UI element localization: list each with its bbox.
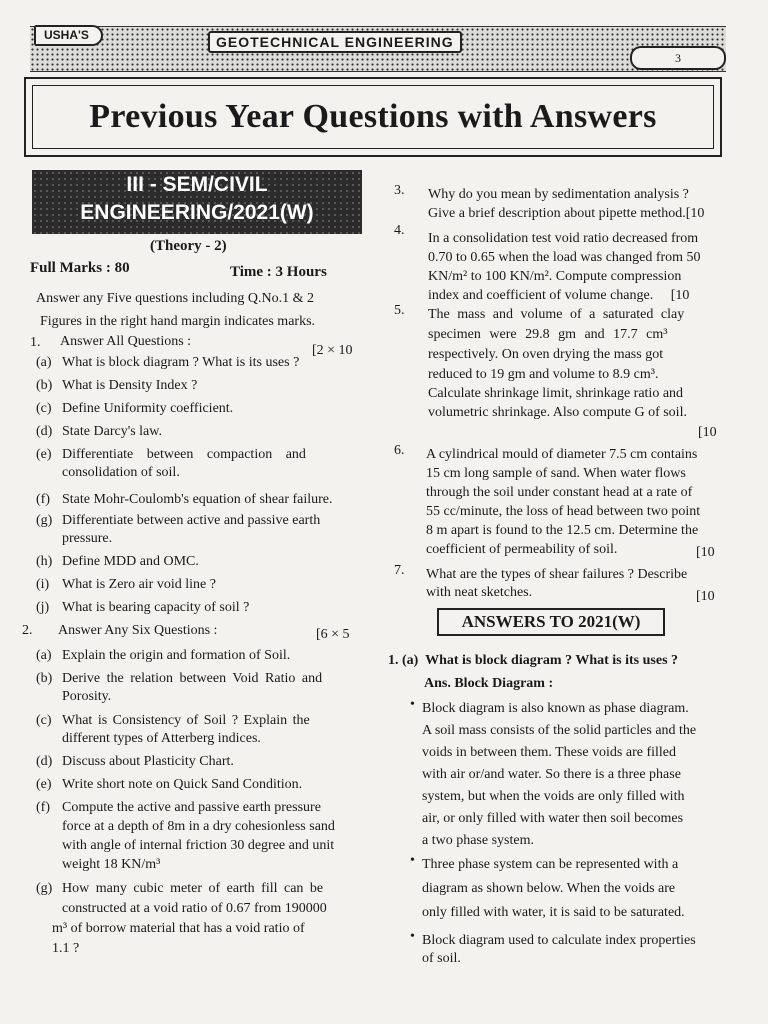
q1-part-text: What is Density Index ? [62, 378, 198, 393]
semester-banner [32, 170, 362, 234]
q2-part-text: Write short note on Quick Sand Condition. [62, 777, 303, 792]
q1-part-text: pressure. [62, 531, 113, 546]
q2-part-text: weight 18 KN/m³ [62, 857, 161, 872]
question-number: 4. [394, 223, 405, 238]
subject-title: GEOTECHNICAL ENGINEERING [208, 31, 462, 53]
title-inner-frame [32, 85, 714, 149]
q1-part-label: (i) [36, 577, 50, 592]
q1-part-text: Define MDD and OMC. [62, 554, 199, 569]
question-line: 55 cc/minute, the loss of head between two point [426, 504, 701, 519]
q2-part-text: constructed at a void ratio of 0.67 from 190000 [62, 901, 327, 916]
answer-text: of soil. [422, 951, 461, 966]
question-number: 7. [394, 563, 405, 578]
q1-part-text: consolidation of soil. [62, 465, 180, 480]
q2-part-label: (c) [36, 713, 52, 728]
answer-text: Block diagram used to calculate index properties [422, 933, 696, 948]
q1-part-label: (a) [36, 355, 52, 370]
instruction-line-2: Figures in the right hand margin indicates marks. [40, 314, 316, 329]
q1-part-text: Differentiate between compaction and [62, 447, 306, 462]
q1-part-label: (h) [36, 554, 53, 569]
question-line: What are the types of shear failures ? Describe [426, 567, 688, 582]
q1-part-text: What is Zero air void line ? [62, 577, 216, 592]
question-number: 3. [394, 183, 405, 198]
q2-part-label: (e) [36, 777, 52, 792]
q2-part-label: (g) [36, 881, 53, 896]
answer-text: Three phase system can be represented with a [422, 857, 679, 872]
answer-text: Block diagram is also known as phase diagram. [422, 701, 689, 716]
q1-part-text: State Mohr-Coulomb's equation of shear failure. [62, 492, 333, 507]
answer-text: voids in between them. These voids are filled [422, 745, 677, 760]
answer-label: Ans. Block Diagram : [424, 676, 554, 691]
q2-part-text: Explain the origin and formation of Soil. [62, 648, 291, 663]
question-number: 5. [394, 303, 405, 318]
question-number: 6. [394, 443, 405, 458]
instruction-line-1: Answer any Five questions including Q.No.1 & 2 [36, 291, 315, 306]
page-number: 3 [630, 46, 726, 70]
question-line: specimen were 29.8 gm and 17.7 cm³ [428, 327, 668, 342]
q2-part-label: (f) [36, 800, 50, 815]
publisher-brand: USHA'S [34, 25, 103, 46]
q2-part-text: different types of Atterberg indices. [62, 731, 261, 746]
q2-part-text: Discuss about Plasticity Chart. [62, 754, 234, 769]
question-line: Why do you mean by sedimentation analysis ? [428, 187, 689, 202]
q1-title: Answer All Questions : [60, 334, 192, 349]
question-marks: [10 [696, 545, 715, 560]
q1-part-text: What is block diagram ? What is its uses ? [62, 355, 300, 370]
answer-text: A soil mass consists of the solid particles and the [422, 723, 697, 738]
q2-part-text: force at a depth of 8m in a dry cohesionless sand [62, 819, 335, 834]
question-line: through the soil under constant head at a rate of [426, 485, 693, 500]
q2-part-text: with angle of internal friction 30 degree and unit [62, 838, 335, 853]
exam-time: Time : 3 Hours [230, 264, 327, 280]
q2-part-text: Derive the relation between Void Ratio and [62, 671, 323, 686]
q2-part-text: Porosity. [62, 689, 112, 704]
question-line: In a consolidation test void ratio decreased from [428, 231, 699, 246]
question-line: 15 cm long sample of sand. When water flows [426, 466, 686, 481]
question-line: volumetric shrinkage. Also compute G of soil. [428, 405, 687, 420]
q1-part-label: (b) [36, 378, 53, 393]
bullet-icon: • [410, 929, 415, 944]
answer-text: air, or only filled with water then soil becomes [422, 811, 684, 826]
answer-text: system, but when the voids are only filled with [422, 789, 685, 804]
title-frame [24, 77, 722, 157]
q1-part-label: (f) [36, 492, 50, 507]
q2-title: Answer Any Six Questions : [58, 623, 218, 638]
full-marks: Full Marks : 80 [30, 260, 130, 276]
answers-heading: ANSWERS TO 2021(W) [437, 608, 665, 636]
q1-part-label: (c) [36, 401, 52, 416]
q2-number: 2. [22, 623, 33, 638]
question-line: respectively. On oven drying the mass got [428, 347, 664, 362]
answer-text: a two phase system. [422, 833, 534, 848]
bullet-icon: • [410, 697, 415, 712]
q2-part-label: (d) [36, 754, 53, 769]
question-marks: [10 [698, 425, 717, 440]
q1-part-text: What is bearing capacity of soil ? [62, 600, 250, 615]
paper-label: (Theory - 2) [150, 238, 227, 254]
answer-question: 1. (a) What is block diagram ? What is its uses ? [388, 653, 679, 668]
q1-number: 1. [30, 335, 41, 350]
q1-marks: [2 × 10 [312, 343, 353, 358]
q2-part-text: What is Consistency of Soil ? Explain the [62, 713, 310, 728]
q1-part-label: (e) [36, 447, 52, 462]
question-line: 8 m apart is found to the 12.5 cm. Determine the [426, 523, 699, 538]
q2-part-text: m³ of borrow material that has a void ratio of [52, 921, 305, 936]
q1-part-label: (j) [36, 600, 50, 615]
question-line: A cylindrical mould of diameter 7.5 cm contains [426, 447, 698, 462]
bullet-icon: • [410, 853, 415, 868]
q1-part-text: Differentiate between active and passive earth [62, 513, 321, 528]
question-line: reduced to 19 gm and volume to 8.9 cm³. [428, 367, 659, 382]
q2-marks: [6 × 5 [316, 627, 350, 642]
question-line: Calculate shrinkage limit, shrinkage ratio and [428, 386, 684, 401]
answer-text: only filled with water, it is said to be saturated. [422, 905, 685, 920]
semester-banner-line-2: ENGINEERING/2021(W) [80, 201, 314, 224]
question-line: 0.70 to 0.65 when the load was changed from 50 [428, 250, 701, 265]
page-title: Previous Year Questions with Answers [89, 98, 657, 135]
semester-banner-line-1: III - SEM/CIVIL [126, 173, 268, 196]
q2-part-text: 1.1 ? [52, 941, 80, 956]
question-line: coefficient of permeability of soil. [426, 542, 618, 557]
question-marks: [10 [696, 589, 715, 604]
answer-text: with air or/and water. So there is a three phase [422, 767, 681, 782]
question-line: The mass and volume of a saturated clay [428, 307, 685, 322]
q2-part-text: Compute the active and passive earth pressure [62, 800, 321, 815]
q1-part-text: Define Uniformity coefficient. [62, 401, 234, 416]
q1-part-label: (g) [36, 513, 53, 528]
answer-text: diagram as shown below. When the voids are [422, 881, 676, 896]
q2-part-text: How many cubic meter of earth fill can be [62, 881, 324, 896]
q1-part-label: (d) [36, 424, 53, 439]
question-line: with neat sketches. [426, 585, 533, 600]
q1-part-text: State Darcy's law. [62, 424, 162, 439]
question-line: KN/m² to 100 KN/m². Compute compression [428, 269, 682, 284]
q2-part-label: (b) [36, 671, 53, 686]
question-line: index and coefficient of volume change. [10 [428, 288, 690, 303]
question-line: Give a brief description about pipette method.[10 [428, 206, 705, 221]
q2-part-label: (a) [36, 648, 52, 663]
